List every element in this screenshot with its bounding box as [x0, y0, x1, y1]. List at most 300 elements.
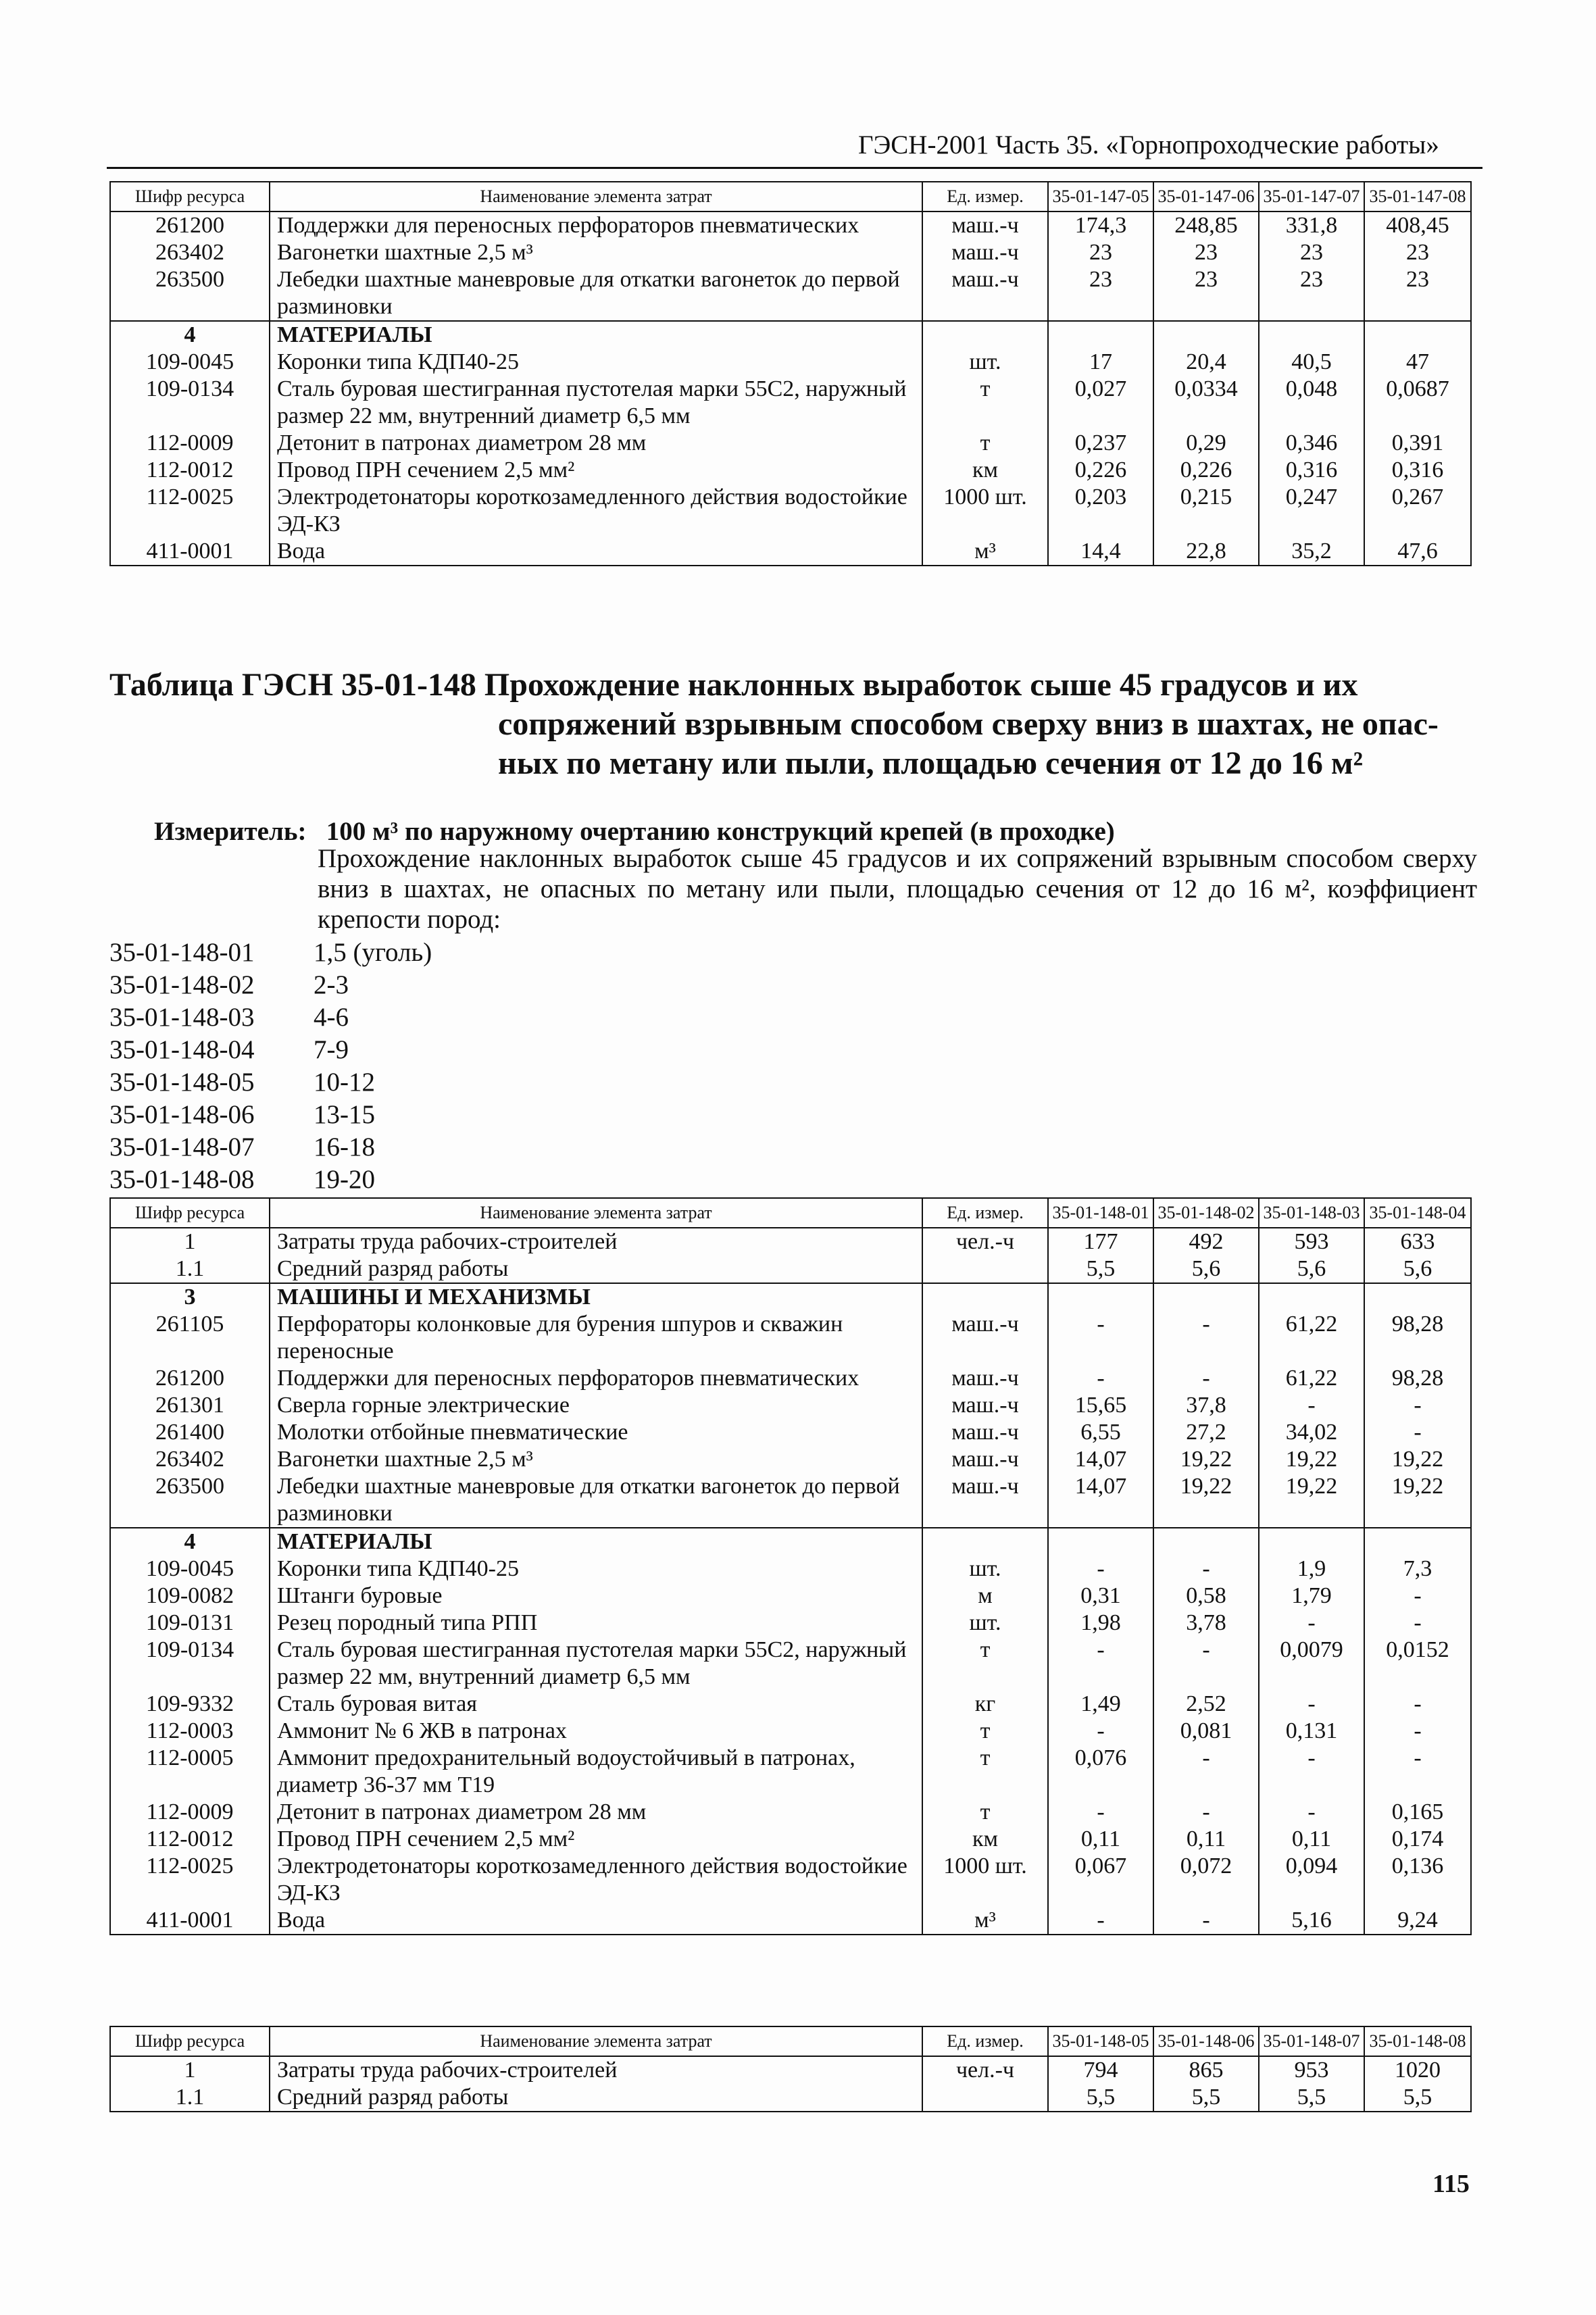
table-row: [110, 484, 1471, 538]
resource-value: 7,3: [1364, 1555, 1471, 1583]
resource-table-148-a: [109, 1197, 1472, 1935]
table-row: [110, 2084, 1471, 2112]
variant-column-header: 35-01-148-07: [1259, 2026, 1364, 2056]
table-row: [110, 1637, 1471, 1691]
resource-value: [1259, 1283, 1364, 1311]
table-row: [110, 211, 1471, 239]
resource-name: Перфораторы колонковые для бурения шпуров и скважин переносные: [270, 1311, 922, 1365]
resource-name: Сталь буровая витая: [270, 1691, 922, 1718]
resource-value: 1,79: [1259, 1583, 1364, 1610]
norm-code-range: 16-18: [314, 1132, 375, 1162]
resource-value: 5,5: [1048, 1255, 1153, 1283]
resource-value: 23: [1364, 239, 1471, 266]
resource-code: 261301: [110, 1392, 270, 1419]
resource-name: Провод ПРН сечением 2,5 мм²: [270, 457, 922, 484]
resource-value: -: [1048, 1637, 1153, 1691]
resource-unit: [922, 1255, 1048, 1283]
norm-code-item: [109, 1164, 432, 1196]
table-row: [110, 1311, 1471, 1365]
resource-code: 263402: [110, 1446, 270, 1473]
resource-value: 47: [1364, 349, 1471, 376]
resource-value: [1048, 1283, 1153, 1311]
header-rule: [107, 167, 1482, 169]
resource-unit: маш.-ч: [922, 1446, 1048, 1473]
norm-code-range: 1,5 (уголь): [314, 938, 432, 967]
resource-name: Коронки типа КДП40-25: [270, 349, 922, 376]
resource-value: -: [1364, 1610, 1471, 1637]
resource-value: 34,02: [1259, 1419, 1364, 1446]
resource-value: 953: [1259, 2056, 1364, 2084]
unit-column-header: Ед. измер.: [922, 182, 1048, 211]
resource-value: 0,29: [1153, 430, 1259, 457]
resource-value: [1153, 321, 1259, 349]
norm-code: 35-01-148-02: [109, 970, 255, 999]
resource-value: [1259, 1528, 1364, 1555]
resource-name: Детонит в патронах диаметром 28 мм: [270, 430, 922, 457]
table-row: [110, 1907, 1471, 1935]
table-row: [110, 376, 1471, 430]
resource-value: -: [1364, 1392, 1471, 1419]
resource-unit: [922, 321, 1048, 349]
resource-value: 6,55: [1048, 1419, 1153, 1446]
resource-unit: маш.-ч: [922, 1419, 1048, 1446]
resource-value: -: [1364, 1419, 1471, 1446]
norm-code: 35-01-148-01: [109, 938, 255, 967]
table-row: [110, 538, 1471, 566]
resource-value: -: [1364, 1745, 1471, 1799]
norm-code-item: [109, 1131, 432, 1164]
table-row: [110, 239, 1471, 266]
resource-value: 0,11: [1259, 1826, 1364, 1853]
resource-code: 109-0134: [110, 376, 270, 430]
resource-unit: маш.-ч: [922, 211, 1048, 239]
resource-unit: м: [922, 1583, 1048, 1610]
header-row: [110, 1198, 1471, 1228]
resource-value: 23: [1048, 239, 1153, 266]
resource-value: 0,136: [1364, 1853, 1471, 1907]
variant-column-header: 35-01-147-05: [1048, 182, 1153, 211]
resource-value: 0,131: [1259, 1718, 1364, 1745]
resource-value: 0,215: [1153, 484, 1259, 538]
resource-value: [1364, 1283, 1471, 1311]
resource-value: 37,8: [1153, 1392, 1259, 1419]
resource-unit: т: [922, 1718, 1048, 1745]
resource-value: 23: [1259, 239, 1364, 266]
resource-value: -: [1153, 1311, 1259, 1365]
table-title-line3: [498, 745, 1363, 782]
resource-unit: маш.-ч: [922, 1473, 1048, 1528]
measure-text: 100 м³ по наружному очертанию конструкций крепей (в проходке): [326, 817, 1115, 846]
norm-code-item: [109, 1001, 432, 1034]
resource-value: 408,45: [1364, 211, 1471, 239]
resource-name: Средний разряд работы: [270, 1255, 922, 1283]
table-row: [110, 2056, 1471, 2084]
resource-value: 98,28: [1364, 1365, 1471, 1392]
resource-value: 0,58: [1153, 1583, 1259, 1610]
resource-name: Коронки типа КДП40-25: [270, 1555, 922, 1583]
section-row: [110, 321, 1471, 349]
variant-column-header: 35-01-148-02: [1153, 1198, 1259, 1228]
table-title-line2: сопряжений взрывным способом сверху вниз в шахтах, не опас-: [498, 706, 1439, 742]
resource-unit: [922, 1283, 1048, 1311]
resource-code: 1: [110, 2056, 270, 2084]
resource-value: 19,22: [1259, 1446, 1364, 1473]
resource-value: -: [1364, 1583, 1471, 1610]
norm-code-range: 2-3: [314, 970, 349, 999]
resource-value: 0,076: [1048, 1745, 1153, 1799]
resource-code: 4: [110, 321, 270, 349]
resource-code: 112-0025: [110, 1853, 270, 1907]
variant-column-header: 35-01-148-03: [1259, 1198, 1364, 1228]
name-column-header: Наименование элемента затрат: [270, 2026, 922, 2056]
table-row: [110, 1473, 1471, 1528]
measure-label: Измеритель:: [154, 817, 307, 846]
norm-code: 35-01-148-06: [109, 1100, 255, 1129]
table-row: [110, 1555, 1471, 1583]
resource-code: 112-0009: [110, 430, 270, 457]
resource-code: 1: [110, 1228, 270, 1255]
resource-value: 19,22: [1364, 1473, 1471, 1528]
resource-name: Молотки отбойные пневматические: [270, 1419, 922, 1446]
table-row: [110, 1419, 1471, 1446]
resource-value: 0,072: [1153, 1853, 1259, 1907]
resource-value: [1048, 321, 1153, 349]
table-row: [110, 1228, 1471, 1255]
resource-code: 1.1: [110, 1255, 270, 1283]
variant-column-header: 35-01-148-01: [1048, 1198, 1153, 1228]
resource-value: -: [1153, 1799, 1259, 1826]
resource-value: 0,027: [1048, 376, 1153, 430]
resource-value: 20,4: [1153, 349, 1259, 376]
resource-value: 0,203: [1048, 484, 1153, 538]
resource-value: 5,5: [1153, 2084, 1259, 2112]
norm-code-range: 13-15: [314, 1100, 375, 1129]
resource-value: -: [1153, 1907, 1259, 1935]
resource-value: 1,98: [1048, 1610, 1153, 1637]
resource-value: 0,247: [1259, 484, 1364, 538]
section-row: [110, 1528, 1471, 1555]
name-column-header: Наименование элемента затрат: [270, 1198, 922, 1228]
resource-value: 0,081: [1153, 1718, 1259, 1745]
resource-code: 261200: [110, 1365, 270, 1392]
resource-code: 109-9332: [110, 1691, 270, 1718]
norm-code-item: [109, 1066, 432, 1099]
resource-code: 261105: [110, 1311, 270, 1365]
resource-value: 5,6: [1259, 1255, 1364, 1283]
resource-value: 0,267: [1364, 484, 1471, 538]
table-row: [110, 349, 1471, 376]
resource-unit: 1000 шт.: [922, 484, 1048, 538]
running-header: ГЭСН-2001 Часть 35. «Горнопроходческие работы»: [858, 130, 1439, 159]
resource-unit: шт.: [922, 1610, 1048, 1637]
code-column-header: Шифр ресурса: [110, 2026, 270, 2056]
resource-value: 35,2: [1259, 538, 1364, 566]
resource-table-147: [109, 181, 1472, 566]
resource-name: Поддержки для переносных перфораторов пневматических: [270, 211, 922, 239]
variant-column-header: 35-01-148-04: [1364, 1198, 1471, 1228]
header-row: [110, 182, 1471, 211]
resource-value: -: [1048, 1365, 1153, 1392]
resource-unit: [922, 1528, 1048, 1555]
norm-code: 35-01-148-03: [109, 1003, 255, 1032]
resource-name: Электродетонаторы короткозамедленного действия водостойкие ЭД-КЗ: [270, 1853, 922, 1907]
resource-unit: 1000 шт.: [922, 1853, 1048, 1907]
resource-value: 865: [1153, 2056, 1259, 2084]
resource-name: МАТЕРИАЛЫ: [270, 321, 922, 349]
resource-value: -: [1259, 1610, 1364, 1637]
resource-code: 261400: [110, 1419, 270, 1446]
resource-name: Электродетонаторы короткозамедленного действия водостойкие ЭД-КЗ: [270, 484, 922, 538]
resource-value: -: [1259, 1691, 1364, 1718]
resource-unit: шт.: [922, 1555, 1048, 1583]
resource-value: -: [1048, 1718, 1153, 1745]
resource-value: -: [1048, 1555, 1153, 1583]
resource-name: Аммонит № 6 ЖВ в патронах: [270, 1718, 922, 1745]
resource-value: 61,22: [1259, 1365, 1364, 1392]
measure-line: [154, 816, 1115, 847]
resource-value: 0,0152: [1364, 1637, 1471, 1691]
table-row: [110, 1365, 1471, 1392]
resource-value: 1020: [1364, 2056, 1471, 2084]
resource-value: 23: [1153, 239, 1259, 266]
resource-table-148-b: [109, 2026, 1472, 2112]
resource-value: 14,07: [1048, 1473, 1153, 1528]
resource-code: 1.1: [110, 2084, 270, 2112]
code-column-header: Шифр ресурса: [110, 182, 270, 211]
resource-code: 4: [110, 1528, 270, 1555]
resource-value: 0,226: [1048, 457, 1153, 484]
name-column-header: Наименование элемента затрат: [270, 182, 922, 211]
table-row: [110, 266, 1471, 321]
resource-value: 19,22: [1259, 1473, 1364, 1528]
norm-code: 35-01-148-05: [109, 1068, 255, 1097]
norm-code-item: [109, 937, 432, 969]
resource-unit: т: [922, 1745, 1048, 1799]
resource-code: 263500: [110, 1473, 270, 1528]
resource-value: 23: [1153, 266, 1259, 321]
resource-code: 261200: [110, 211, 270, 239]
resource-code: 109-0045: [110, 349, 270, 376]
norm-code-item: [109, 1099, 432, 1131]
resource-unit: кг: [922, 1691, 1048, 1718]
resource-value: 0,174: [1364, 1826, 1471, 1853]
norm-code-range: 7-9: [314, 1035, 349, 1064]
resource-value: 47,6: [1364, 538, 1471, 566]
norm-code-list: [109, 937, 432, 1196]
resource-unit: маш.-ч: [922, 266, 1048, 321]
resource-value: 2,52: [1153, 1691, 1259, 1718]
resource-value: -: [1048, 1799, 1153, 1826]
resource-value: 0,237: [1048, 430, 1153, 457]
resource-unit: т: [922, 1637, 1048, 1691]
table-row: [110, 1853, 1471, 1907]
resource-value: -: [1153, 1745, 1259, 1799]
table-row: [110, 1446, 1471, 1473]
resource-unit: км: [922, 1826, 1048, 1853]
header-row: [110, 2026, 1471, 2056]
resource-value: 0,0079: [1259, 1637, 1364, 1691]
resource-name: Сталь буровая шестигранная пустотелая марки 55С2, наружный размер 22 мм, внутренний диаметр 6,5 мм: [270, 1637, 922, 1691]
norm-code: 35-01-148-07: [109, 1132, 255, 1162]
resource-value: 5,5: [1048, 2084, 1153, 2112]
resource-value: 9,24: [1364, 1907, 1471, 1935]
table-row: [110, 1610, 1471, 1637]
resource-value: 0,11: [1153, 1826, 1259, 1853]
resource-value: 0,391: [1364, 430, 1471, 457]
variant-column-header: 35-01-148-08: [1364, 2026, 1471, 2056]
norm-code-item: [109, 1034, 432, 1066]
resource-unit: т: [922, 1799, 1048, 1826]
resource-code: 411-0001: [110, 538, 270, 566]
resource-value: 23: [1048, 266, 1153, 321]
resource-value: 15,65: [1048, 1392, 1153, 1419]
resource-value: 5,5: [1364, 2084, 1471, 2112]
section-row: [110, 1283, 1471, 1311]
resource-name: Вагонетки шахтные 2,5 м³: [270, 1446, 922, 1473]
resource-value: 1,49: [1048, 1691, 1153, 1718]
resource-value: 14,07: [1048, 1446, 1153, 1473]
resource-value: 40,5: [1259, 349, 1364, 376]
resource-value: 0,11: [1048, 1826, 1153, 1853]
resource-name: Вода: [270, 538, 922, 566]
resource-name: Лебедки шахтные маневровые для откатки вагонеток до первой разминовки: [270, 266, 922, 321]
page-number: 115: [1432, 2170, 1470, 2198]
resource-value: [1364, 321, 1471, 349]
resource-unit: м³: [922, 538, 1048, 566]
variant-column-header: 35-01-147-06: [1153, 182, 1259, 211]
norm-code: 35-01-148-04: [109, 1035, 255, 1064]
table-title-line1: Таблица ГЭСН 35-01-148 Прохождение наклонных выработок сыше 45 градусов и их: [109, 667, 1358, 703]
resource-value: 0,048: [1259, 376, 1364, 430]
resource-value: -: [1153, 1637, 1259, 1691]
table-row: [110, 1799, 1471, 1826]
resource-code: 112-0012: [110, 1826, 270, 1853]
resource-code: 109-0045: [110, 1555, 270, 1583]
table-row: [110, 1392, 1471, 1419]
resource-unit: маш.-ч: [922, 239, 1048, 266]
resource-value: 0,346: [1259, 430, 1364, 457]
resource-code: 112-0012: [110, 457, 270, 484]
resource-code: 112-0003: [110, 1718, 270, 1745]
resource-value: -: [1259, 1745, 1364, 1799]
resource-value: -: [1048, 1907, 1153, 1935]
resource-unit: чел.-ч: [922, 1228, 1048, 1255]
resource-name: Сталь буровая шестигранная пустотелая марки 55С2, наружный размер 22 мм, внутренний диаметр 6,5 мм: [270, 376, 922, 430]
resource-value: 17: [1048, 349, 1153, 376]
resource-value: [1048, 1528, 1153, 1555]
resource-value: 5,6: [1153, 1255, 1259, 1283]
resource-code: 263500: [110, 266, 270, 321]
resource-unit: шт.: [922, 349, 1048, 376]
resource-value: [1153, 1528, 1259, 1555]
table-row: [110, 1691, 1471, 1718]
resource-value: 3,78: [1153, 1610, 1259, 1637]
norm-code-range: 10-12: [314, 1068, 375, 1097]
resource-unit: т: [922, 376, 1048, 430]
resource-value: 27,2: [1153, 1419, 1259, 1446]
resource-value: 1,9: [1259, 1555, 1364, 1583]
resource-name: Вода: [270, 1907, 922, 1935]
section-description: Прохождение наклонных выработок сыше 45 градусов и их сопряжений взрывным способом сверху вниз в шахтах, не опасных по метану или пыли, площадью сечения от 12 до 16 м², коэффициент крепости пород:: [318, 844, 1477, 934]
resource-name: Затраты труда рабочих-строителей: [270, 2056, 922, 2084]
resource-unit: км: [922, 457, 1048, 484]
resource-value: 174,3: [1048, 211, 1153, 239]
resource-value: [1153, 1283, 1259, 1311]
resource-value: 5,6: [1364, 1255, 1471, 1283]
resource-value: -: [1153, 1555, 1259, 1583]
resource-value: 633: [1364, 1228, 1471, 1255]
resource-value: -: [1364, 1691, 1471, 1718]
resource-value: -: [1048, 1311, 1153, 1365]
resource-unit: м³: [922, 1907, 1048, 1935]
resource-name: Поддержки для переносных перфораторов пневматических: [270, 1365, 922, 1392]
resource-value: 0,094: [1259, 1853, 1364, 1907]
resource-value: 5,5: [1259, 2084, 1364, 2112]
resource-value: 0,0687: [1364, 376, 1471, 430]
resource-value: 19,22: [1153, 1473, 1259, 1528]
resource-value: 794: [1048, 2056, 1153, 2084]
resource-value: -: [1364, 1718, 1471, 1745]
norm-code-range: 19-20: [314, 1165, 375, 1194]
resource-unit: [922, 2084, 1048, 2112]
resource-value: 0,316: [1364, 457, 1471, 484]
norm-code-range: 4-6: [314, 1003, 349, 1032]
code-column-header: Шифр ресурса: [110, 1198, 270, 1228]
table-row: [110, 1826, 1471, 1853]
resource-name: Лебедки шахтные маневровые для откатки вагонеток до первой разминовки: [270, 1473, 922, 1528]
norm-code: 35-01-148-08: [109, 1165, 255, 1194]
resource-value: 22,8: [1153, 538, 1259, 566]
table-row: [110, 1745, 1471, 1799]
resource-value: 23: [1364, 266, 1471, 321]
resource-value: 61,22: [1259, 1311, 1364, 1365]
resource-value: 0,316: [1259, 457, 1364, 484]
title-text: ных по метану или пыли, площадью сечения от 12 до 16 м²: [498, 745, 1363, 781]
variant-column-header: 35-01-148-06: [1153, 2026, 1259, 2056]
resource-value: 0,165: [1364, 1799, 1471, 1826]
norm-code-item: [109, 969, 432, 1001]
resource-code: 112-0025: [110, 484, 270, 538]
resource-name: Сверла горные электрические: [270, 1392, 922, 1419]
unit-column-header: Ед. измер.: [922, 2026, 1048, 2056]
resource-value: 0,31: [1048, 1583, 1153, 1610]
resource-name: Средний разряд работы: [270, 2084, 922, 2112]
resource-code: 109-0134: [110, 1637, 270, 1691]
resource-name: Детонит в патронах диаметром 28 мм: [270, 1799, 922, 1826]
resource-value: -: [1153, 1365, 1259, 1392]
resource-value: 593: [1259, 1228, 1364, 1255]
table-row: [110, 430, 1471, 457]
variant-column-header: 35-01-148-05: [1048, 2026, 1153, 2056]
resource-name: Провод ПРН сечением 2,5 мм²: [270, 1826, 922, 1853]
unit-column-header: Ед. измер.: [922, 1198, 1048, 1228]
resource-value: -: [1259, 1392, 1364, 1419]
resource-value: 0,226: [1153, 457, 1259, 484]
resource-value: 248,85: [1153, 211, 1259, 239]
resource-code: 411-0001: [110, 1907, 270, 1935]
resource-name: Затраты труда рабочих-строителей: [270, 1228, 922, 1255]
resource-name: Аммонит предохранительный водоустойчивый в патронах, диаметр 36-37 мм Т19: [270, 1745, 922, 1799]
resource-name: Резец породный типа РПП: [270, 1610, 922, 1637]
table-row: [110, 1718, 1471, 1745]
resource-value: 98,28: [1364, 1311, 1471, 1365]
resource-value: 19,22: [1153, 1446, 1259, 1473]
resource-value: 0,067: [1048, 1853, 1153, 1907]
resource-value: 14,4: [1048, 538, 1153, 566]
resource-code: 3: [110, 1283, 270, 1311]
resource-name: МАШИНЫ И МЕХАНИЗМЫ: [270, 1283, 922, 1311]
resource-code: 112-0009: [110, 1799, 270, 1826]
